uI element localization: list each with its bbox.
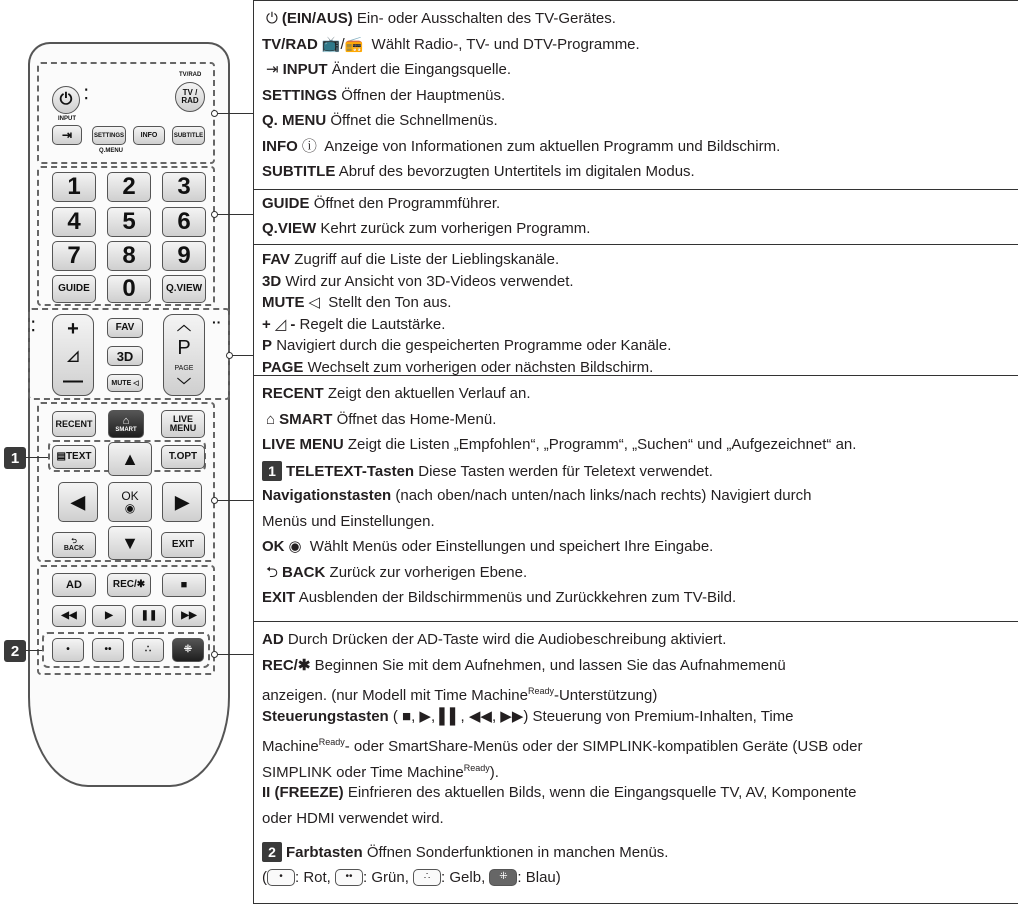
button-description-table (253, 0, 1017, 904)
key-description: Öffnen der Hauptmenüs. (341, 86, 506, 104)
description-line (262, 435, 856, 455)
key-name-2: - (290, 315, 296, 333)
description-line (262, 758, 499, 783)
key-description: Öffnet den Programmführer. (313, 195, 501, 212)
key-name: PAGE (262, 358, 304, 376)
key-name: GUIDE (262, 195, 310, 212)
description-line (262, 111, 498, 131)
power-icon: ⏻ (266, 10, 278, 28)
leader-dot-1 (211, 110, 218, 117)
text-label: TEXT (65, 451, 92, 462)
fast-forward-icon: ▶▶ (181, 610, 197, 621)
red-key-icon: • (267, 869, 295, 886)
input-label: INPUT (58, 116, 76, 122)
key-name: AD (262, 631, 284, 648)
pause-icon: ❚❚ (140, 610, 158, 621)
arrow-down-icon: ▼ (121, 533, 139, 553)
key-description: Abruf des bevorzugten Untertitels im digitalen Modus. (338, 163, 695, 180)
key-name: SMART (279, 410, 333, 428)
mute-label: MUTE (111, 379, 132, 387)
key-description-cont: - oder SmartShare-Menüs oder der SIMPLINK-kompatiblen Geräte (USB oder (344, 738, 863, 755)
marker-1-line (26, 457, 48, 458)
stop-icon: ■ (180, 578, 188, 591)
arrow-left-icon: ◀ (71, 492, 85, 512)
marker-2-line (26, 650, 42, 651)
leader-dot-2 (211, 211, 218, 218)
green-key-icon: •• (335, 869, 363, 886)
description-line (262, 486, 811, 506)
key-description: anzeigen. (nur Modell mit Time Machine (262, 687, 528, 704)
description-line (262, 707, 794, 727)
key-name: TELETEXT-Tasten (286, 462, 415, 480)
leader-dot-3 (226, 352, 233, 359)
key-description: Menüs und Einstellungen. (262, 512, 435, 530)
leader-5 (215, 654, 253, 655)
description-line (262, 60, 511, 80)
power-button: ⏻ (52, 86, 80, 114)
leader-3 (230, 355, 253, 356)
key-description: Wählt Radio-, TV- und DTV-Programme. (371, 35, 640, 53)
key-name: 3D (262, 272, 282, 290)
mute-icon: ◁ (308, 294, 321, 312)
key-description: Navigiert durch die gespeicherten Programme oder Kanäle. (276, 337, 672, 354)
description-line (262, 137, 780, 157)
number-4-button: 4 (52, 207, 96, 237)
key-description: Wählt Menüs oder Einstellungen und speichert Ihre Eingabe. (309, 538, 714, 555)
key-name: MUTE (262, 294, 305, 311)
description-line (262, 35, 640, 55)
description-line (262, 315, 445, 335)
key-description: Öffnen Sonderfunktionen in manchen Menüs. (366, 844, 669, 861)
superscript: Ready (527, 686, 554, 696)
key-name: + (262, 315, 271, 333)
volume-minus: — (63, 370, 83, 392)
description-line (262, 512, 435, 532)
back-icon: ⮌ (71, 538, 77, 545)
color-key-label: : Rot, (295, 868, 336, 886)
description-line (262, 86, 505, 106)
key-description: Zeigt den aktuellen Verlauf an. (327, 385, 531, 402)
color-key-label: : Grün, (363, 868, 414, 886)
number-5-button: 5 (107, 207, 151, 237)
description-line (262, 563, 527, 583)
key-description: Beginnen Sie mit dem Aufnehmen, und lassen Sie das Aufnahmemenü (314, 656, 786, 674)
key-name: Steuerungstasten (262, 707, 389, 725)
description-line (262, 681, 657, 706)
back-button (52, 532, 96, 558)
leader-4 (215, 500, 253, 501)
right-dots: ·· (212, 314, 222, 330)
key-description: Durch Drücken der AD-Taste wird die Audiobeschreibung aktiviert. (287, 631, 727, 648)
leader-1 (215, 113, 253, 114)
recent-button: RECENT (52, 411, 96, 437)
key-name: Q.VIEW (262, 220, 317, 237)
ad-button: AD (52, 573, 96, 597)
rewind-icon: ◀◀ (61, 610, 77, 621)
marker-2: 2 (4, 640, 26, 662)
key-name: TV/RAD (262, 35, 318, 53)
key-description: Einfrieren des aktuellen Bilds, wenn die Eingangsquelle TV, AV, Komponente (347, 784, 857, 801)
key-description: Anzeige von Informationen zum aktuellen Programm und Bildschirm. (324, 137, 781, 155)
home-icon: ⌂ (122, 414, 130, 427)
description-section-3 (254, 244, 1018, 376)
yellow-key-icon: ∴ (413, 869, 441, 886)
key-description: Regelt die Lautstärke. (299, 315, 446, 333)
power-dots: ⁚ (84, 86, 89, 102)
description-section-2 (254, 189, 1018, 245)
chevron-down-icon: ﹀ (177, 376, 191, 393)
play-icon: ▶ (105, 610, 113, 621)
left-dots: ⁚ (31, 318, 36, 334)
pause-button (132, 605, 166, 627)
stop-button (162, 573, 206, 597)
tv-radio-icon: 📺/📻 (321, 35, 364, 53)
number-badge: 2 (262, 842, 282, 862)
key-description: Ausblenden der Bildschirmmenüs und Zurückkehren zum TV-Bild. (298, 589, 737, 606)
description-line (262, 336, 671, 356)
key-description: ( ■, ▶, ▌▌, ◀◀, ▶▶) Steuerung von Premium-Inhalten, Time (392, 707, 794, 725)
key-description: Zeigt die Listen „Empfohlen“, „Programm“, „Suchen“ und „Aufgezeichnet“ an. (347, 436, 857, 453)
arrow-right-icon: ▶ (175, 492, 189, 512)
green-button: •• (92, 638, 124, 662)
arrow-left-button (58, 482, 98, 522)
red-button: • (52, 638, 84, 662)
description-line (262, 219, 590, 239)
key-description: (nach oben/nach unten/nach links/nach rechts) Navigiert durch (395, 487, 812, 504)
key-name: REC/✱ (262, 656, 311, 674)
key-description: Öffnet das Home-Menü. (336, 410, 497, 428)
description-line (262, 293, 451, 313)
topt-button: T.OPT (161, 445, 205, 469)
description-line: ( • : Rot, •• : Grün, ∴ : Gelb, ⁜ : Blau) (262, 868, 561, 886)
3d-button: 3D (107, 346, 143, 366)
back-label: BACK (63, 545, 85, 552)
p-label: P (177, 337, 191, 360)
settings-button: SETTINGS (92, 126, 126, 145)
number-2-button: 2 (107, 172, 151, 202)
info-icon: ⓘ (301, 137, 317, 155)
key-description: Öffnet die Schnellmenüs. (330, 112, 498, 129)
yellow-button: ∴ (132, 638, 164, 662)
key-description: SIMPLINK oder Time Machine (262, 763, 464, 781)
rewind-button (52, 605, 86, 627)
key-name: LIVE MENU (262, 436, 344, 453)
description-line (262, 732, 862, 757)
description-line (262, 656, 786, 676)
key-name: Navigationstasten (262, 487, 392, 504)
ok-label: OK (121, 489, 139, 503)
leader-dot-4 (211, 497, 218, 504)
ok-icon: ◉ (288, 538, 302, 556)
leader-2 (215, 214, 253, 215)
description-line (262, 809, 444, 829)
key-description-cont: ). (489, 763, 499, 781)
description-section-4 (254, 375, 1018, 622)
volume-icon: ◿ (274, 315, 287, 333)
description-line (262, 194, 500, 214)
superscript: Ready (318, 737, 345, 747)
key-description: Machine (262, 738, 319, 755)
qview-button: Q.VIEW (162, 275, 206, 303)
arrow-up-button (108, 442, 152, 476)
description-line (262, 384, 530, 404)
description-line (262, 842, 668, 863)
key-description-cont: -Unterstützung) (553, 687, 658, 704)
remote-control-illustration (0, 0, 260, 904)
key-description: Diese Tasten werden für Teletext verwendet. (418, 462, 713, 480)
key-name: Farbtasten (286, 844, 363, 861)
home-icon: ⌂ (266, 410, 276, 428)
description-section-1 (254, 0, 1018, 190)
key-name: RECENT (262, 385, 324, 402)
key-name: (EIN/AUS) (281, 10, 353, 27)
number-8-button: 8 (107, 241, 151, 271)
page-label: PAGE (174, 364, 194, 372)
qmenu-label: Q.MENU (99, 148, 123, 154)
key-name: BACK (282, 563, 326, 581)
number-badge: 1 (262, 461, 282, 481)
ok-icon: ◉ (124, 501, 136, 515)
volume-rocker (52, 314, 94, 396)
back-icon: ⮌ (266, 563, 279, 581)
key-description: Zurück zur vorherigen Ebene. (329, 563, 528, 581)
leader-dot-5 (211, 651, 218, 658)
number-3-button: 3 (162, 172, 206, 202)
number-7-button: 7 (52, 241, 96, 271)
live-menu-button: LIVE MENU (161, 410, 205, 438)
key-name: II (FREEZE) (262, 784, 344, 801)
description-line (262, 783, 857, 803)
description-line (262, 272, 574, 292)
tv-rad-button: TV / RAD (175, 82, 205, 112)
color-key-label: : Blau) (517, 868, 561, 886)
description-line (262, 461, 713, 482)
input-icon: ⇥ (266, 61, 279, 79)
key-description: Stellt den Ton aus. (328, 294, 452, 311)
key-name: OK (262, 538, 285, 555)
key-name: P (262, 337, 273, 354)
play-button (92, 605, 126, 627)
key-description: Wechselt zum vorherigen oder nächsten Bildschirm. (307, 358, 654, 376)
text-icon: ▤ (56, 451, 66, 462)
exit-button: EXIT (161, 532, 205, 558)
number-9-button: 9 (162, 241, 206, 271)
description-line (262, 588, 736, 608)
guide-button: GUIDE (52, 275, 96, 303)
description-line (262, 630, 726, 650)
marker-1: 1 (4, 447, 26, 469)
chevron-up-icon: ︿ (177, 317, 191, 333)
key-description: Kehrt zurück zum vorherigen Programm. (320, 220, 591, 237)
fav-button: FAV (107, 318, 143, 338)
arrow-up-icon: ▲ (121, 449, 139, 469)
smart-label: SMART (115, 426, 137, 433)
key-description: Ein- oder Ausschalten des TV-Gerätes. (356, 10, 616, 27)
description-line (262, 410, 496, 430)
key-description: Wird zur Ansicht von 3D-Videos verwendet. (285, 272, 574, 290)
mute-button (107, 374, 143, 392)
tv-rad-top-label: TV/RAD (179, 72, 202, 78)
key-name: INFO (262, 137, 298, 155)
key-description: oder HDMI verwendet wird. (262, 809, 444, 827)
text-button (52, 445, 96, 469)
input-button: ⇥ (52, 125, 82, 145)
blue-button: ⁜ (172, 638, 204, 662)
info-button: INFO (133, 126, 165, 145)
key-name: SETTINGS (262, 86, 338, 104)
rec-button: REC/✱ (107, 573, 151, 597)
key-name: FAV (262, 251, 291, 268)
key-description: Zugriff auf die Liste der Lieblingskanäle. (294, 251, 560, 268)
key-name: EXIT (262, 589, 296, 606)
fast-forward-button (172, 605, 206, 627)
number-1-button: 1 (52, 172, 96, 202)
description-line (262, 250, 559, 270)
smart-button (108, 410, 144, 438)
key-name: Q. MENU (262, 112, 327, 129)
mute-icon: ◁ (133, 379, 139, 387)
volume-icon: ◿ (67, 347, 79, 363)
number-0-button: 0 (107, 275, 151, 303)
description-line (262, 162, 695, 182)
description-line (262, 9, 616, 29)
key-description: Ändert die Eingangsquelle. (331, 61, 512, 78)
key-name: SUBTITLE (262, 163, 336, 180)
arrow-right-button (162, 482, 202, 522)
volume-plus: + (67, 318, 79, 340)
key-name: INPUT (282, 61, 328, 78)
color-key-label: : Gelb, (441, 868, 490, 886)
description-section-5 (254, 621, 1018, 904)
superscript: Ready (463, 762, 490, 773)
ok-button (108, 482, 152, 522)
blue-key-icon: ⁜ (489, 869, 517, 886)
description-line (262, 537, 713, 557)
subtitle-button: SUBTITLE (172, 126, 205, 145)
page-rocker (163, 314, 205, 396)
number-6-button: 6 (162, 207, 206, 237)
arrow-down-button (108, 526, 152, 560)
